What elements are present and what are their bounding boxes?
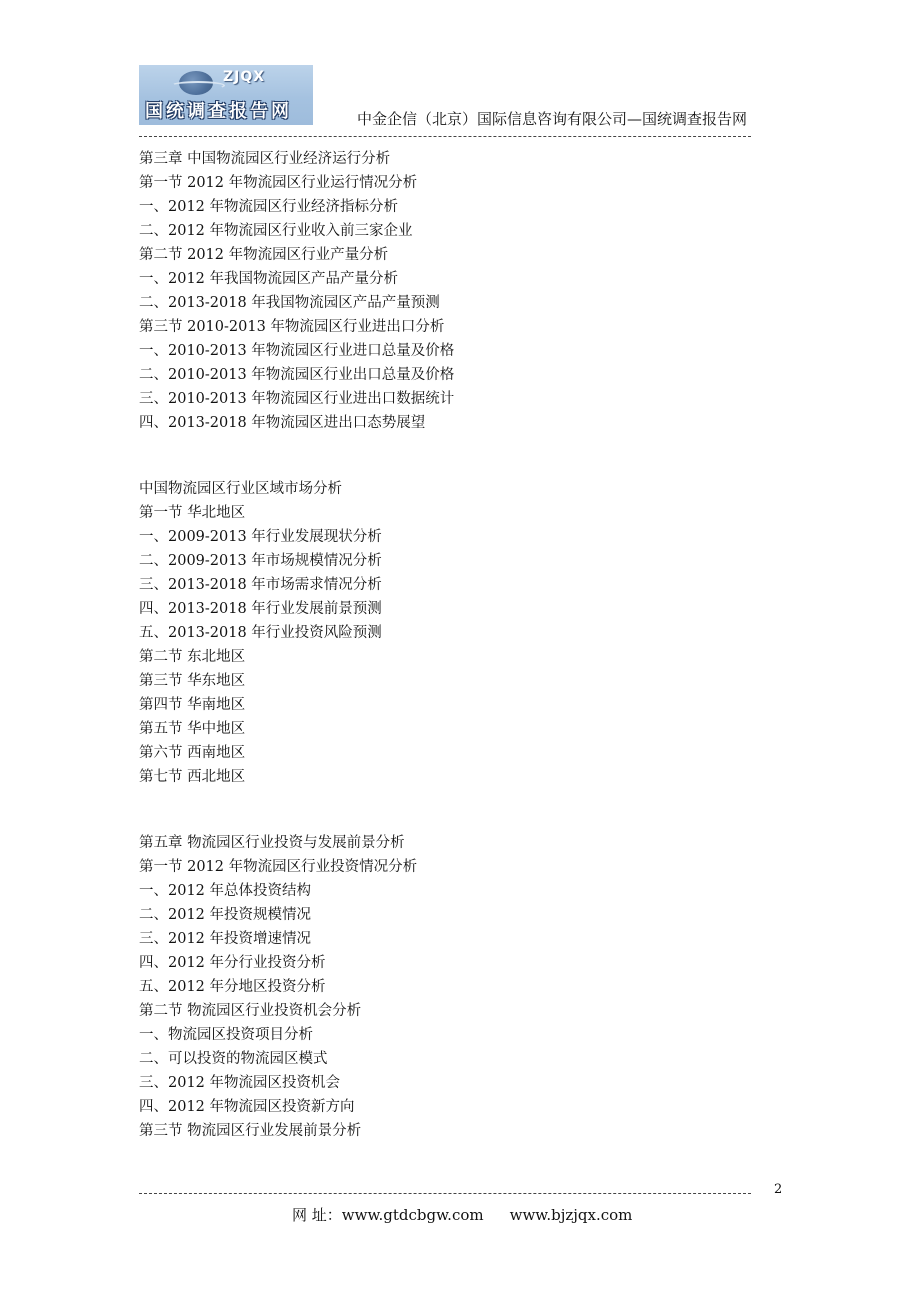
toc-entry: 二、2013-2018 年我国物流园区产品产量预测 [139, 295, 440, 311]
toc-entry: 三、2012 年物流园区投资机会 [139, 1075, 341, 1091]
toc-entry: 一、2010-2013 年物流园区行业进口总量及价格 [139, 343, 455, 359]
header-company-name: 中金企信（北京）国际信息咨询有限公司—国统调查报告网 [357, 110, 748, 128]
footer-url-secondary[interactable]: www.bjzjqx.com [509, 1206, 633, 1224]
toc-entry: 第二节 物流园区行业投资机会分析 [139, 1003, 362, 1019]
toc-entry: 一、2012 年我国物流园区产品产量分析 [139, 271, 399, 287]
footer-url-label: 网 址： [292, 1206, 342, 1224]
toc-entry: 三、2013-2018 年市场需求情况分析 [139, 577, 382, 593]
table-of-contents [139, 147, 759, 1143]
toc-entry: 二、2012 年投资规模情况 [139, 907, 312, 923]
toc-entry: 二、可以投资的物流园区模式 [139, 1051, 328, 1067]
toc-entry: 第四节 华南地区 [139, 697, 246, 713]
toc-entry: 中国物流园区行业区域市场分析 [139, 481, 342, 497]
toc-entry: 二、2012 年物流园区行业收入前三家企业 [139, 223, 413, 239]
toc-entry: 二、2010-2013 年物流园区行业出口总量及价格 [139, 367, 455, 383]
toc-entry: 四、2012 年分行业投资分析 [139, 955, 326, 971]
toc-entry: 一、2009-2013 年行业发展现状分析 [139, 529, 382, 545]
footer-divider [139, 1193, 751, 1194]
toc-entry: 第五章 物流园区行业投资与发展前景分析 [139, 835, 405, 851]
toc-entry: 四、2013-2018 年行业发展前景预测 [139, 601, 382, 617]
toc-entry: 第三节 2010-2013 年物流园区行业进出口分析 [139, 319, 445, 335]
toc-entry: 第六节 西南地区 [139, 745, 246, 761]
toc-entry: 第七节 西北地区 [139, 769, 246, 785]
toc-entry: 第三节 物流园区行业发展前景分析 [139, 1123, 362, 1139]
footer-url-primary[interactable]: www.gtdcbgw.com [341, 1206, 484, 1224]
toc-entry: 三、2010-2013 年物流园区行业进出口数据统计 [139, 391, 455, 407]
toc-entry: 第三章 中国物流园区行业经济运行分析 [139, 151, 391, 167]
toc-entry: 第一节 华北地区 [139, 505, 246, 521]
toc-entry: 四、2013-2018 年物流园区进出口态势展望 [139, 415, 426, 431]
toc-entry: 第一节 2012 年物流园区行业运行情况分析 [139, 175, 418, 191]
header-divider [139, 136, 751, 137]
globe-icon [179, 71, 213, 95]
logo-abbreviation: ZJQX [223, 69, 266, 85]
company-logo [139, 65, 313, 125]
toc-entry: 第一节 2012 年物流园区行业投资情况分析 [139, 859, 418, 875]
toc-entry: 五、2012 年分地区投资分析 [139, 979, 326, 995]
logo-site-name: 国统调查报告网 [145, 101, 292, 122]
toc-entry: 一、2012 年总体投资结构 [139, 883, 312, 899]
toc-entry: 第二节 东北地区 [139, 649, 246, 665]
toc-entry: 一、物流园区投资项目分析 [139, 1027, 313, 1043]
section-spacer [139, 435, 759, 477]
footer-website [292, 1204, 632, 1225]
toc-entry: 二、2009-2013 年市场规模情况分析 [139, 553, 382, 569]
toc-entry: 第三节 华东地区 [139, 673, 246, 689]
section-spacer [139, 789, 759, 831]
toc-entry: 一、2012 年物流园区行业经济指标分析 [139, 199, 399, 215]
page-number: 2 [774, 1182, 783, 1197]
toc-entry: 四、2012 年物流园区投资新方向 [139, 1099, 355, 1115]
toc-entry: 第二节 2012 年物流园区行业产量分析 [139, 247, 389, 263]
toc-entry: 三、2012 年投资增速情况 [139, 931, 312, 947]
toc-entry: 五、2013-2018 年行业投资风险预测 [139, 625, 382, 641]
toc-entry: 第五节 华中地区 [139, 721, 246, 737]
